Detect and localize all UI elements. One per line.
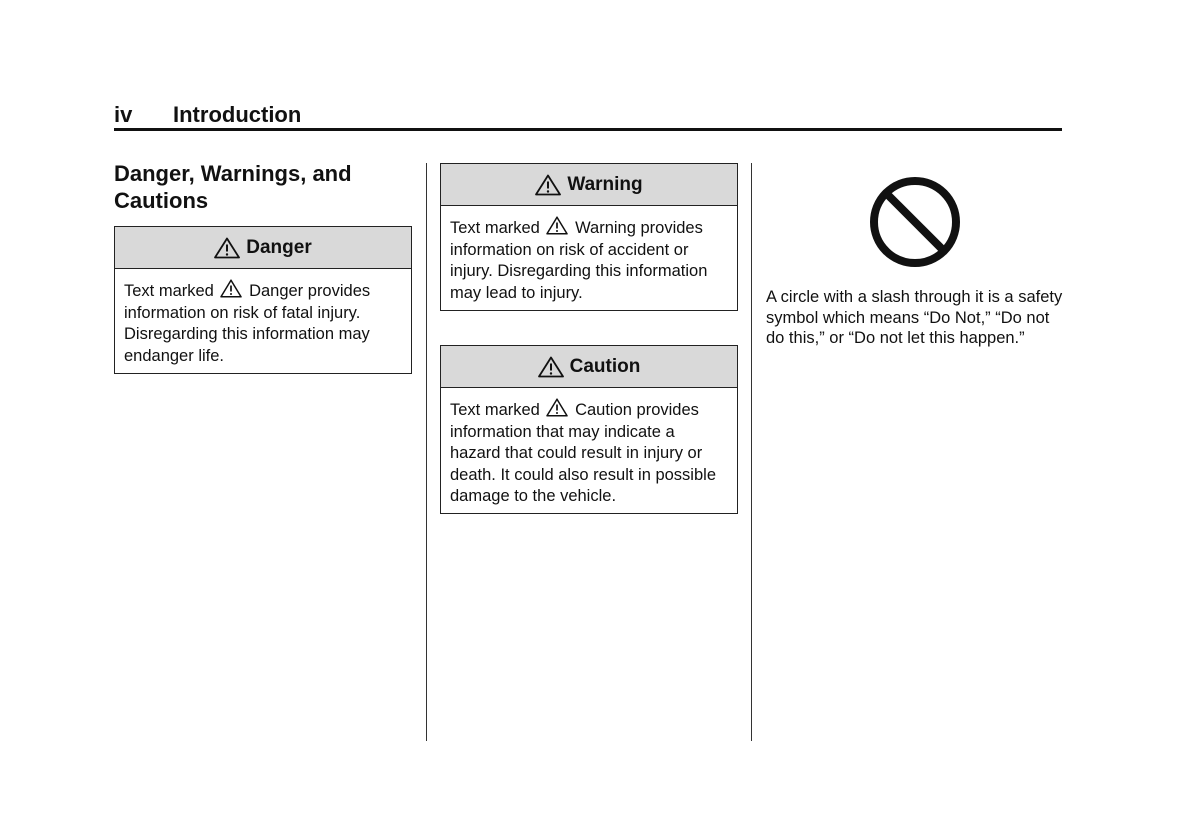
warning-label: Warning [567, 173, 643, 195]
warning-triangle-icon [546, 216, 568, 235]
caution-text-before: Text marked [450, 401, 540, 419]
warning-text-before: Text marked [450, 219, 540, 237]
danger-box [114, 226, 412, 374]
warning-triangle-icon [214, 237, 240, 259]
danger-label: Danger [246, 236, 312, 258]
caution-box [440, 345, 738, 514]
page-number: iv [114, 102, 133, 127]
danger-body [115, 269, 411, 367]
caution-text-after: Caution provides information that may indicate a hazard that could result in injury or death. It could also result in possible damage to the vehicle. [450, 401, 716, 505]
warning-header [441, 164, 737, 206]
warning-triangle-icon [546, 398, 568, 417]
caution-body [441, 388, 737, 508]
warning-triangle-icon [535, 174, 561, 196]
page-title: Danger, Warnings, and Cautions [114, 161, 352, 213]
section-title: Introduction [173, 102, 302, 127]
warning-triangle-icon [220, 279, 242, 298]
column-divider [426, 163, 427, 741]
header-rule [114, 128, 1062, 131]
column-divider [751, 163, 752, 741]
danger-text-after: Danger provides information on risk of fatal injury. Disregarding this information may endanger life. [124, 282, 371, 365]
caution-label: Caution [569, 355, 641, 377]
warning-body [441, 206, 737, 304]
warning-triangle-icon [538, 356, 564, 378]
prohibition-icon [868, 175, 962, 269]
warning-box [440, 163, 738, 311]
warning-text-after: Warning provides information on risk of accident or injury. Disregarding this information may lead to injury. [450, 219, 708, 302]
danger-text-before: Text marked [124, 282, 214, 300]
page-header [114, 102, 1062, 130]
danger-header [115, 227, 411, 269]
caution-header [441, 346, 737, 388]
symbol-description: A circle with a slash through it is a safety symbol which means “Do Not,” “Do not do this,” or “Do not let this happen.” [766, 288, 1063, 347]
